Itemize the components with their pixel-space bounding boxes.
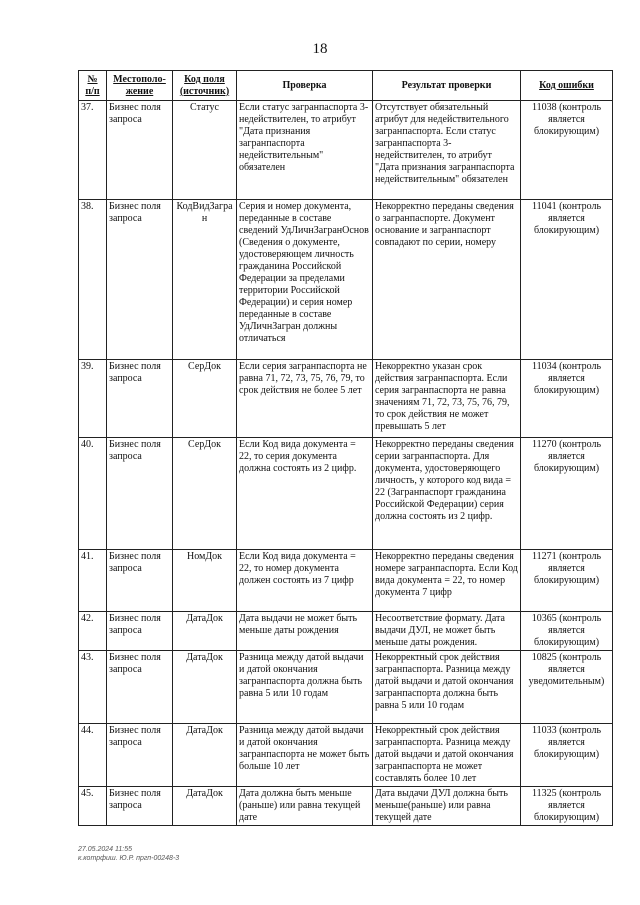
row-check: Если статус загранпаспорта 3-недействителен, то атрибут "Дата признания загранпаспорта недействительным" обязателен [237, 101, 373, 200]
row-number: 41. [79, 550, 107, 612]
row-location: Бизнес поля запроса [107, 438, 173, 550]
row-location: Бизнес поля запроса [107, 787, 173, 826]
table-header-row [79, 71, 613, 101]
row-error-code: 10365 (контроль является блокирующим) [521, 612, 613, 651]
row-result: Некорректный срок действия загранпаспорта. Разница между датой выдачи и датой окончания загранпаспорта не может составлять более 10 лет [373, 724, 521, 787]
row-location: Бизнес поля запроса [107, 724, 173, 787]
row-location: Бизнес поля запроса [107, 612, 173, 651]
row-field-code: СерДок [173, 438, 237, 550]
row-field-code: ДатаДок [173, 612, 237, 651]
row-check: Если серия загранпаспорта не равна 71, 72, 73, 75, 76, 79, то срок действия не более 5 лет [237, 360, 373, 438]
row-result: Дата выдачи ДУЛ должна быть меньше(раньше) или равна текущей дате [373, 787, 521, 826]
row-number: 39. [79, 360, 107, 438]
table-row [79, 787, 613, 826]
footer-ref: к.котрфиш. Ю.Р. пргп-00248-3 [78, 855, 180, 862]
table-row [79, 550, 613, 612]
row-error-code: 11038 (контроль является блокирующим) [521, 101, 613, 200]
footer-date: 27.05.2024 11:55 [78, 846, 132, 853]
row-check: Если Код вида документа = 22, то номер документа должен состоять из 7 цифр [237, 550, 373, 612]
row-error-code: 11041 (контроль является блокирующим) [521, 200, 613, 360]
validation-table [78, 70, 613, 826]
row-result: Некорректно переданы сведения серии загранпаспорта. Для документа, удостоверяющего личность, у которого код вида = 22 (Загранпаспорт гражданина Российской Федерации) серия должна состоять из 2 цифр. [373, 438, 521, 550]
row-location: Бизнес поля запроса [107, 200, 173, 360]
row-error-code: 11270 (контроль является блокирующим) [521, 438, 613, 550]
table-row [79, 651, 613, 724]
row-field-code: ДатаДок [173, 787, 237, 826]
row-field-code: ДатаДок [173, 724, 237, 787]
row-number: 45. [79, 787, 107, 826]
table-row [79, 612, 613, 651]
header-error-code: Код ошибки [521, 71, 613, 101]
table-row [79, 360, 613, 438]
header-location: Местополо- жение [107, 71, 173, 101]
row-location: Бизнес поля запроса [107, 101, 173, 200]
header-field-code: Код поля (источник) [173, 71, 237, 101]
row-check: Разница между датой выдачи и датой окончания загранпаспорта не может быть больше 10 лет [237, 724, 373, 787]
table-row [79, 200, 613, 360]
row-error-code: 11271 (контроль является блокирующим) [521, 550, 613, 612]
row-check: Дата выдачи не может быть меньше даты рождения [237, 612, 373, 651]
table-row [79, 101, 613, 200]
footer-stamp [78, 845, 179, 863]
row-result: Некорректно указан срок действия загранпаспорта. Если серия загранпаспорта не равна значениям 71, 72, 73, 75, 76, 79, то срок действия не может превышать 5 лет [373, 360, 521, 438]
row-result: Некорректно переданы сведения номере загранпаспорта. Если Код вида документа = 22, то номер документа 7 цифр [373, 550, 521, 612]
row-field-code: НомДок [173, 550, 237, 612]
row-field-code: ДатаДок [173, 651, 237, 724]
row-error-code: 11325 (контроль является блокирующим) [521, 787, 613, 826]
row-result: Отсутствует обязательный атрибут для недействительного загранпаспорта. Если статус загранпаспорта 3-недействителен, то атрибут "Дата признания загранпаспорта недействительным" обязателен [373, 101, 521, 200]
row-check: Разница между датой выдачи и датой окончания загранпаспорта должна быть равна 5 или 10 годам [237, 651, 373, 724]
row-check: Если Код вида документа = 22, то серия документа должна состоять из 2 цифр. [237, 438, 373, 550]
header-num: № п/п [79, 71, 107, 101]
row-number: 38. [79, 200, 107, 360]
header-check: Проверка [237, 71, 373, 101]
header-result: Результат проверки [373, 71, 521, 101]
row-field-code: КодВидЗагран [173, 200, 237, 360]
row-result: Некорректно переданы сведения о загранпаспорте. Документ основание и загранпаспорт совпадают по серии, номеру [373, 200, 521, 360]
row-number: 42. [79, 612, 107, 651]
row-result: Несоответствие формату. Дата выдачи ДУЛ, не может быть меньше даты рождения. [373, 612, 521, 651]
row-location: Бизнес поля запроса [107, 651, 173, 724]
page-number: 18 [312, 41, 328, 57]
row-number: 44. [79, 724, 107, 787]
row-error-code: 10825 (контроль является уведомительным) [521, 651, 613, 724]
row-check: Серия и номер документа, переданные в составе сведений УдЛичнЗагранОснов (Сведения о документе, удостоверяющем личность гражданина Российской Федерации за пределами территории Российской Федерации) и серия номер переданные в составе УдЛичнЗагран должны отличаться [237, 200, 373, 360]
row-error-code: 11033 (контроль является блокирующим) [521, 724, 613, 787]
row-number: 40. [79, 438, 107, 550]
row-location: Бизнес поля запроса [107, 360, 173, 438]
row-field-code: Статус [173, 101, 237, 200]
row-error-code: 11034 (контроль является блокирующим) [521, 360, 613, 438]
row-location: Бизнес поля запроса [107, 550, 173, 612]
table-row [79, 438, 613, 550]
row-field-code: СерДок [173, 360, 237, 438]
row-number: 43. [79, 651, 107, 724]
row-result: Некорректный срок действия загранпаспорта. Разница между датой выдачи и датой окончания загранпаспорта должна быть равна 5 или 10 годам [373, 651, 521, 724]
row-number: 37. [79, 101, 107, 200]
table-row [79, 724, 613, 787]
row-check: Дата должна быть меньше (раньше) или равна текущей дате [237, 787, 373, 826]
